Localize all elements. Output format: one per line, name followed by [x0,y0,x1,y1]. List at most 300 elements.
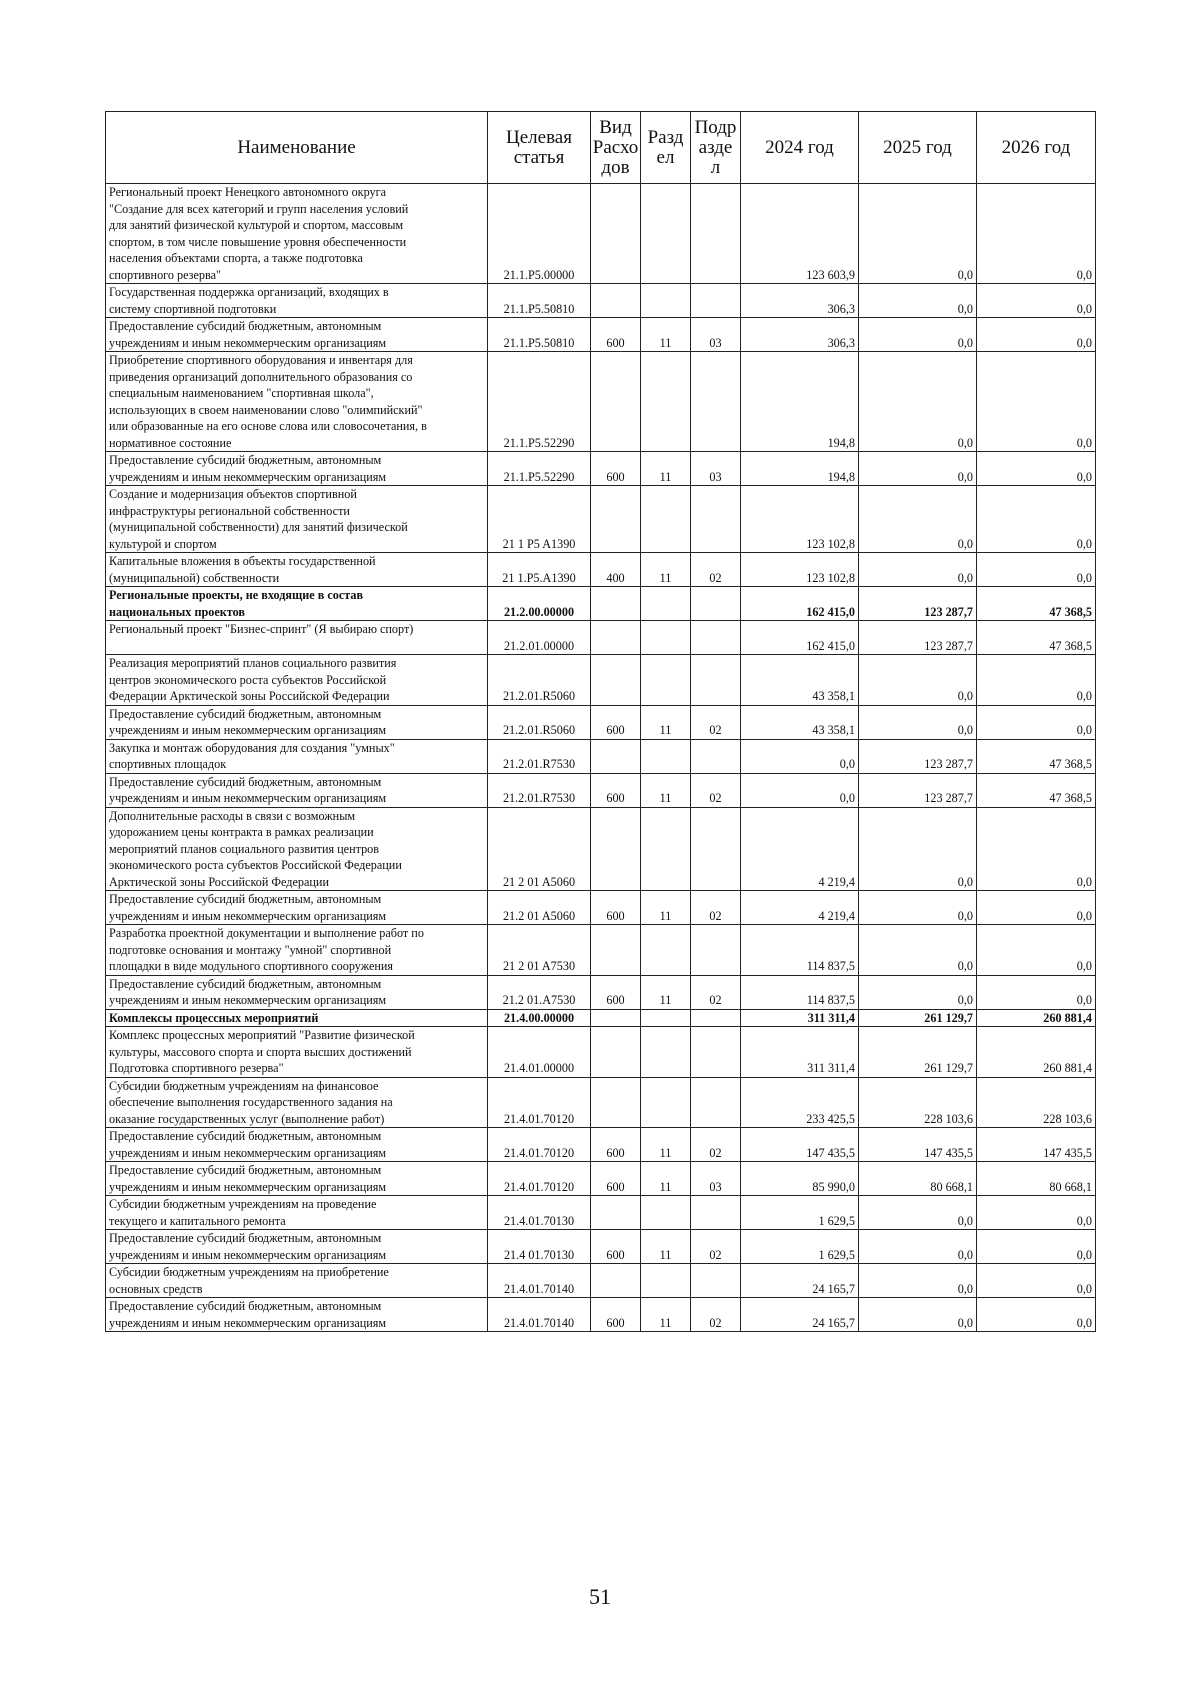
cell-expense-type [591,1264,641,1298]
cell-2026: 0,0 [977,705,1096,739]
cell-subsection [691,352,741,452]
cell-section: 11 [641,1298,691,1332]
cell-target-article: 21.2 01.A7530 [488,975,591,1009]
cell-name-line: населения объектами спорта, а также подготовка [109,251,363,265]
cell-target-article: 21.4.01.70120 [488,1077,591,1128]
cell-expense-type [591,1027,641,1078]
cell-expense-type: 600 [591,891,641,925]
cell-expense-type [591,1077,641,1128]
cell-name-line: учреждениям и иным некоммерческим организациям [109,469,387,484]
cell-target-article: 21.2.01.R7530 [488,773,591,807]
cell-2024: 114 837,5 [741,925,859,976]
cell-target-article: 21.2.00.00000 [488,587,591,621]
cell-name-line: Предоставление субсидий бюджетным, автономным [109,706,382,721]
cell-target-article: 21.1.P5.00000 [488,184,591,284]
cell-name-line: культурой и спортом [109,536,217,551]
cell-name [106,318,488,352]
cell-subsection [691,925,741,976]
cell-2025: 0,0 [859,184,977,284]
cell-name-line: спортивных площадок [109,757,227,771]
cell-name-line: учреждениям и иным некоммерческим организациям [109,335,387,350]
cell-name-line: Предоставление субсидий бюджетным, автономным [109,319,382,333]
table-body [106,184,1096,1332]
cell-subsection [691,1264,741,1298]
cell-2024: 194,8 [741,452,859,486]
cell-name-line: Комплексы процессных мероприятий [109,1010,319,1025]
cell-section [641,925,691,976]
cell-section [641,621,691,655]
budget-table [105,111,1096,1332]
cell-name-line: для занятий физической культурой и спортом, массовым [109,218,404,232]
cell-section [641,486,691,553]
cell-name-line: нормативное состояние [109,435,232,450]
cell-name-line: Предоставление субсидий бюджетным, автономным [109,976,382,991]
cell-name [106,184,488,284]
cell-subsection [691,284,741,318]
cell-2026: 0,0 [977,284,1096,318]
cell-2025: 123 287,7 [859,773,977,807]
cell-expense-type [591,1009,641,1027]
cell-subsection: 02 [691,1128,741,1162]
cell-2025: 0,0 [859,1264,977,1298]
table-row [106,1298,1096,1332]
header-name: Наименование [106,112,488,184]
cell-2024: 114 837,5 [741,975,859,1009]
cell-name-line: основных средств [109,1281,203,1296]
cell-name-line: учреждениям и иным некоммерческим организациям [109,1145,387,1160]
cell-expense-type [591,587,641,621]
cell-2026: 47 368,5 [977,587,1096,621]
cell-2026: 47 368,5 [977,621,1096,655]
cell-2026: 0,0 [977,807,1096,891]
cell-subsection: 02 [691,773,741,807]
cell-2024: 311 311,4 [741,1009,859,1027]
table-row [106,587,1096,621]
cell-2026: 47 368,5 [977,739,1096,773]
cell-name-line: систему спортивной подготовки [109,301,277,316]
cell-target-article: 21.1.P5.50810 [488,318,591,352]
cell-subsection: 03 [691,452,741,486]
cell-2025: 80 668,1 [859,1162,977,1196]
cell-name-line: Подготовка спортивного резерва" [109,1061,284,1075]
cell-name-line: учреждениям и иным некоммерческим организациям [109,993,387,1007]
cell-target-article: 21.4 01.70130 [488,1230,591,1264]
cell-expense-type: 600 [591,1162,641,1196]
cell-name-line: инфраструктуры региональной собственности [109,503,350,518]
table-row [106,486,1096,553]
cell-2024: 233 425,5 [741,1077,859,1128]
cell-name-line: Предоставление субсидий бюджетным, автономным [109,774,382,789]
cell-2025: 0,0 [859,655,977,706]
cell-target-article: 21.2.01.R7530 [488,739,591,773]
header-subsection: Подр азде л [691,112,741,184]
cell-name-line: Субсидии бюджетным учреждениям на финансовое [109,1078,379,1093]
header-section: Разд ел [641,112,691,184]
cell-subsection: 02 [691,1298,741,1332]
cell-expense-type: 600 [591,705,641,739]
cell-subsection [691,621,741,655]
cell-name [106,655,488,706]
cell-section [641,284,691,318]
cell-expense-type: 400 [591,553,641,587]
table-row [106,1230,1096,1264]
cell-2025: 261 129,7 [859,1027,977,1078]
cell-2026: 80 668,1 [977,1162,1096,1196]
cell-2026: 0,0 [977,352,1096,452]
header-target-article: Целевая статья [488,112,591,184]
cell-target-article: 21 2 01 A5060 [488,807,591,891]
cell-subsection: 02 [691,975,741,1009]
cell-expense-type: 600 [591,975,641,1009]
page-number: 51 [589,1584,611,1609]
cell-name [106,284,488,318]
cell-name-line: оказание государственных услуг (выполнение работ) [109,1111,385,1126]
cell-target-article: 21.4.01.70140 [488,1298,591,1332]
cell-2024: 43 358,1 [741,705,859,739]
cell-name-line: специальным наименованием "спортивная школа", [109,386,374,400]
cell-name-line: Региональный проект Ненецкого автономного округа [109,185,387,199]
cell-2025: 0,0 [859,486,977,553]
cell-section [641,1009,691,1027]
cell-expense-type: 600 [591,1128,641,1162]
header-row [106,112,1096,184]
cell-target-article: 21 2 01 A7530 [488,925,591,976]
cell-expense-type: 600 [591,1298,641,1332]
cell-expense-type [591,925,641,976]
cell-target-article: 21 1 P5 A1390 [488,486,591,553]
cell-section [641,184,691,284]
cell-2025: 147 435,5 [859,1128,977,1162]
table-row [106,1027,1096,1078]
cell-name [106,452,488,486]
cell-name [106,925,488,976]
cell-name [106,773,488,807]
cell-subsection: 02 [691,553,741,587]
cell-subsection: 03 [691,1162,741,1196]
cell-name [106,1009,488,1027]
header-2025: 2025 год [859,112,977,184]
cell-2025: 0,0 [859,553,977,587]
table-row [106,807,1096,891]
cell-name-line: учреждениям и иным некоммерческим организациям [109,908,387,923]
cell-2026: 0,0 [977,1230,1096,1264]
cell-2026: 0,0 [977,486,1096,553]
cell-section: 11 [641,452,691,486]
cell-section: 11 [641,318,691,352]
cell-target-article: 21.1.P5.52290 [488,352,591,452]
cell-name-line: использующих в своем наименовании слово "олимпийский" [109,402,423,417]
cell-name-line: обеспечение выполнения государственного задания на [109,1095,393,1109]
cell-name [106,1027,488,1078]
cell-name-line: Предоставление субсидий бюджетным, автономным [109,1231,382,1245]
cell-subsection [691,1009,741,1027]
cell-section: 11 [641,975,691,1009]
cell-name [106,1077,488,1128]
cell-name-line: Капитальные вложения в объекты государственной [109,554,376,568]
cell-target-article: 21.4.01.70130 [488,1196,591,1230]
cell-2026: 0,0 [977,925,1096,976]
cell-2026: 47 368,5 [977,773,1096,807]
cell-name-line: мероприятий планов социального развития центров [109,841,380,856]
cell-2024: 123 102,8 [741,553,859,587]
cell-2024: 306,3 [741,284,859,318]
cell-2024: 24 165,7 [741,1264,859,1298]
cell-2024: 24 165,7 [741,1298,859,1332]
cell-expense-type [591,184,641,284]
cell-section: 11 [641,705,691,739]
cell-name [106,621,488,655]
cell-2024: 194,8 [741,352,859,452]
cell-name-line: учреждениям и иным некоммерческим организациям [109,791,387,805]
cell-2024: 1 629,5 [741,1230,859,1264]
cell-section [641,1077,691,1128]
table-row [106,739,1096,773]
cell-target-article: 21.1.P5.50810 [488,284,591,318]
cell-section: 11 [641,1128,691,1162]
header-expense-type: Вид Расхо дов [591,112,641,184]
cell-name-line: Закупка и монтаж оборудования для создания "умных" [109,740,395,755]
cell-target-article: 21.4.01.70120 [488,1162,591,1196]
cell-target-article: 21.4.00.00000 [488,1009,591,1027]
cell-2024: 147 435,5 [741,1128,859,1162]
cell-subsection [691,1196,741,1230]
cell-target-article: 21.2.01.00000 [488,621,591,655]
table-row [106,184,1096,284]
cell-2025: 0,0 [859,925,977,976]
cell-name-line: учреждениям и иным некоммерческим организациям [109,1315,387,1330]
cell-2026: 260 881,4 [977,1027,1096,1078]
cell-expense-type: 600 [591,452,641,486]
cell-name-line: (муниципальной) собственности [109,570,280,585]
cell-subsection: 02 [691,891,741,925]
cell-section [641,1196,691,1230]
cell-name-line: площадки в виде модульного спортивного сооружения [109,959,394,973]
cell-name-line: центров экономического роста субъектов Российской [109,672,387,687]
cell-subsection [691,486,741,553]
cell-name [106,1298,488,1332]
table-row [106,352,1096,452]
cell-2024: 123 102,8 [741,486,859,553]
header-2026: 2026 год [977,112,1096,184]
cell-section: 11 [641,1230,691,1264]
cell-subsection: 02 [691,705,741,739]
cell-target-article: 21.4.01.70120 [488,1128,591,1162]
cell-name [106,975,488,1009]
cell-section [641,739,691,773]
cell-name-line: Предоставление субсидий бюджетным, автономным [109,1299,382,1313]
table-row [106,284,1096,318]
cell-name [106,1230,488,1264]
cell-name-line: спортивного резерва" [109,267,221,282]
table-row [106,553,1096,587]
cell-name-line: Федерации Арктической зоны Российской Федерации [109,689,390,703]
cell-2024: 311 311,4 [741,1027,859,1078]
cell-2026: 0,0 [977,184,1096,284]
cell-2026: 0,0 [977,318,1096,352]
cell-expense-type: 600 [591,773,641,807]
cell-2026: 228 103,6 [977,1077,1096,1128]
cell-name-line: Разработка проектной документации и выполнение работ по [109,926,424,940]
table-row [106,975,1096,1009]
cell-subsection [691,739,741,773]
table-row [106,318,1096,352]
table-row [106,452,1096,486]
cell-section: 11 [641,1162,691,1196]
table-row [106,705,1096,739]
cell-subsection: 02 [691,1230,741,1264]
cell-section [641,352,691,452]
cell-2026: 0,0 [977,553,1096,587]
cell-expense-type [591,352,641,452]
cell-target-article: 21.1.P5.52290 [488,452,591,486]
cell-name-line: текущего и капитального ремонта [109,1213,286,1228]
cell-subsection: 03 [691,318,741,352]
cell-name-line: Приобретение спортивного оборудования и инвентаря для [109,353,413,367]
cell-name-line: Арктической зоны Российской Федерации [109,874,329,889]
table-row [106,1009,1096,1027]
cell-target-article: 21.2.01.R5060 [488,705,591,739]
cell-expense-type: 600 [591,1230,641,1264]
cell-target-article: 21.2.01.R5060 [488,655,591,706]
table-row [106,1264,1096,1298]
cell-2025: 0,0 [859,284,977,318]
cell-2025: 0,0 [859,1230,977,1264]
cell-2026: 0,0 [977,1264,1096,1298]
cell-expense-type [591,655,641,706]
cell-2025: 123 287,7 [859,739,977,773]
cell-subsection [691,655,741,706]
cell-name [106,553,488,587]
cell-subsection [691,587,741,621]
cell-name-line: Субсидии бюджетным учреждениям на приобретение [109,1265,389,1279]
cell-name-line: Предоставление субсидий бюджетным, автономным [109,1163,382,1177]
cell-name-line: учреждениям и иным некоммерческим организациям [109,1247,387,1262]
cell-name-line: Государственная поддержка организаций, входящих в [109,285,389,299]
cell-expense-type [591,284,641,318]
cell-name-line: (муниципальной собственности) для занятий физической [109,520,408,534]
cell-section [641,1027,691,1078]
cell-2024: 1 629,5 [741,1196,859,1230]
cell-expense-type [591,739,641,773]
table-row [106,891,1096,925]
cell-section [641,807,691,891]
table-row [106,1128,1096,1162]
cell-section [641,1264,691,1298]
cell-2025: 0,0 [859,807,977,891]
cell-subsection [691,1077,741,1128]
cell-target-article: 21.4.01.00000 [488,1027,591,1078]
cell-expense-type: 600 [591,318,641,352]
cell-name-line: Создание и модернизация объектов спортивной [109,487,357,501]
cell-name-line: экономического роста субъектов Российской Федерации [109,858,402,872]
cell-name-line: учреждениям и иным некоммерческим организациям [109,1179,387,1194]
table-row [106,1162,1096,1196]
cell-name [106,587,488,621]
cell-section [641,655,691,706]
cell-name [106,739,488,773]
cell-2026: 0,0 [977,1196,1096,1230]
table-row [106,1077,1096,1128]
cell-2025: 261 129,7 [859,1009,977,1027]
cell-expense-type [591,621,641,655]
cell-name-line: культуры, массового спорта и спорта высших достижений [109,1044,412,1059]
cell-subsection [691,1027,741,1078]
cell-2025: 0,0 [859,975,977,1009]
cell-section: 11 [641,553,691,587]
cell-name-line: подготовке основания и монтажу "умной" спортивной [109,942,392,957]
cell-section [641,587,691,621]
cell-2025: 0,0 [859,1298,977,1332]
cell-name-line: Дополнительные расходы в связи с возможным [109,808,356,823]
cell-2025: 0,0 [859,452,977,486]
table-row [106,773,1096,807]
cell-target-article: 21 1.P5.A1390 [488,553,591,587]
cell-target-article: 21.4.01.70140 [488,1264,591,1298]
cell-2026: 260 881,4 [977,1009,1096,1027]
cell-2026: 0,0 [977,891,1096,925]
cell-name-line: национальных проектов [109,604,245,619]
cell-section: 11 [641,773,691,807]
cell-2025: 0,0 [859,1196,977,1230]
cell-name-line: Предоставление субсидий бюджетным, автономным [109,453,382,467]
cell-name-line: или образованные на его основе слова или словосочетания, в [109,419,427,433]
cell-name-line: спортом, в том числе повышение уровня обеспеченности [109,234,407,249]
cell-name [106,807,488,891]
cell-name-line: удорожанием цены контракта в рамках реализации [109,825,374,839]
cell-name-line: Реализация мероприятий планов социального развития [109,656,397,670]
cell-name-line: "Создание для всех категорий и групп населения условий [109,201,409,216]
cell-target-article: 21.2 01 A5060 [488,891,591,925]
cell-name [106,1196,488,1230]
cell-2026: 147 435,5 [977,1128,1096,1162]
cell-2025: 228 103,6 [859,1077,977,1128]
cell-2025: 123 287,7 [859,621,977,655]
cell-name [106,486,488,553]
cell-subsection [691,807,741,891]
cell-2024: 0,0 [741,773,859,807]
cell-2024: 162 415,0 [741,587,859,621]
cell-name-line: Региональные проекты, не входящие в состав [109,588,364,602]
cell-2025: 0,0 [859,352,977,452]
cell-2026: 0,0 [977,655,1096,706]
header-2024: 2024 год [741,112,859,184]
cell-2024: 123 603,9 [741,184,859,284]
table-row [106,1196,1096,1230]
cell-name-line: приведения организаций дополнительного образования со [109,369,413,384]
table-row [106,925,1096,976]
cell-section: 11 [641,891,691,925]
cell-name-line: Комплекс процессных мероприятий "Развитие физической [109,1028,415,1042]
cell-2025: 0,0 [859,891,977,925]
cell-2025: 123 287,7 [859,587,977,621]
cell-name [106,1162,488,1196]
cell-2026: 0,0 [977,975,1096,1009]
cell-2024: 4 219,4 [741,807,859,891]
cell-expense-type [591,486,641,553]
cell-name [106,891,488,925]
cell-2024: 43 358,1 [741,655,859,706]
table-row [106,655,1096,706]
cell-name-line: учреждениям и иным некоммерческим организациям [109,723,387,737]
table-row [106,621,1096,655]
cell-2024: 306,3 [741,318,859,352]
cell-name [106,705,488,739]
cell-2024: 85 990,0 [741,1162,859,1196]
cell-name [106,1128,488,1162]
cell-name [106,352,488,452]
cell-name [106,1264,488,1298]
cell-2025: 0,0 [859,705,977,739]
